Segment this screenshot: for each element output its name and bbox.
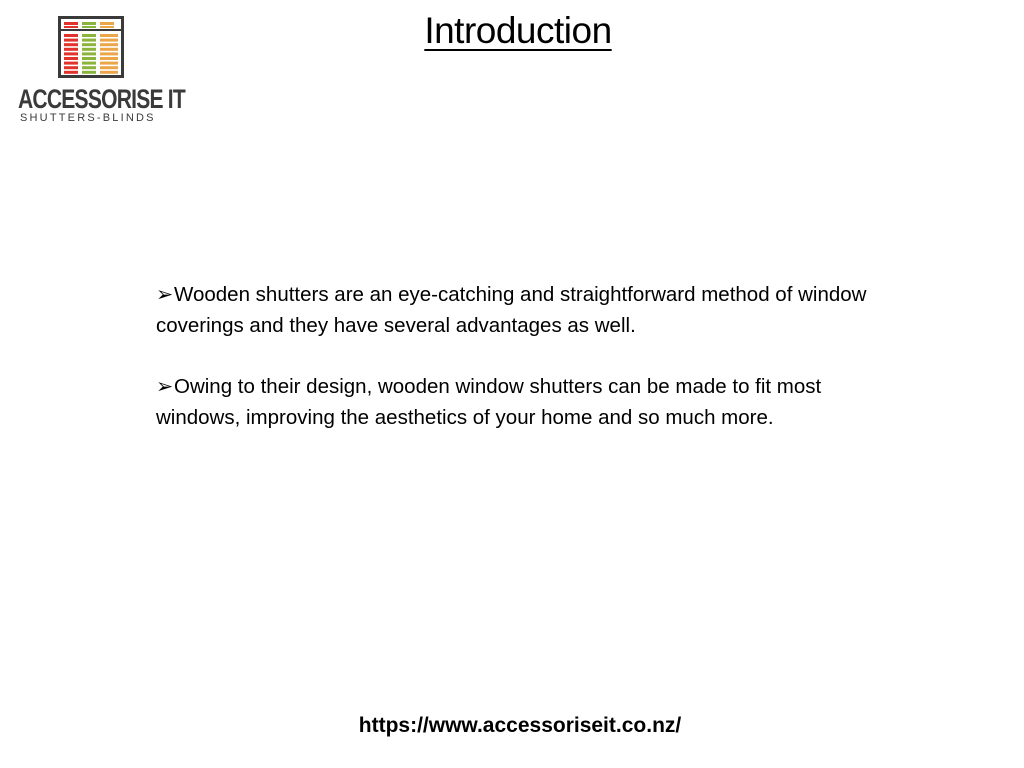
slide-body xyxy=(156,280,886,464)
arrow-bullet-icon: ➢ xyxy=(156,375,174,398)
bullet-point-1 xyxy=(156,280,886,341)
website-link[interactable]: https://www.accessoriseit.co.nz/ xyxy=(358,714,682,737)
bullet-text: Wooden shutters are an eye-catching and straightforward method of window coverings and they have several advantages as well. xyxy=(156,283,867,337)
arrow-bullet-icon: ➢ xyxy=(156,283,174,306)
bullet-point-2 xyxy=(156,372,886,433)
slide-title: Introduction xyxy=(424,10,612,51)
bullet-text: Owing to their design, wooden window shutters can be made to fit most windows, improving the aesthetics of your home and so much more. xyxy=(156,375,822,429)
brand-name: ACCESSORISE IT xyxy=(18,84,185,114)
brand-tagline: SHUTTERS-BLINDS xyxy=(20,112,156,124)
